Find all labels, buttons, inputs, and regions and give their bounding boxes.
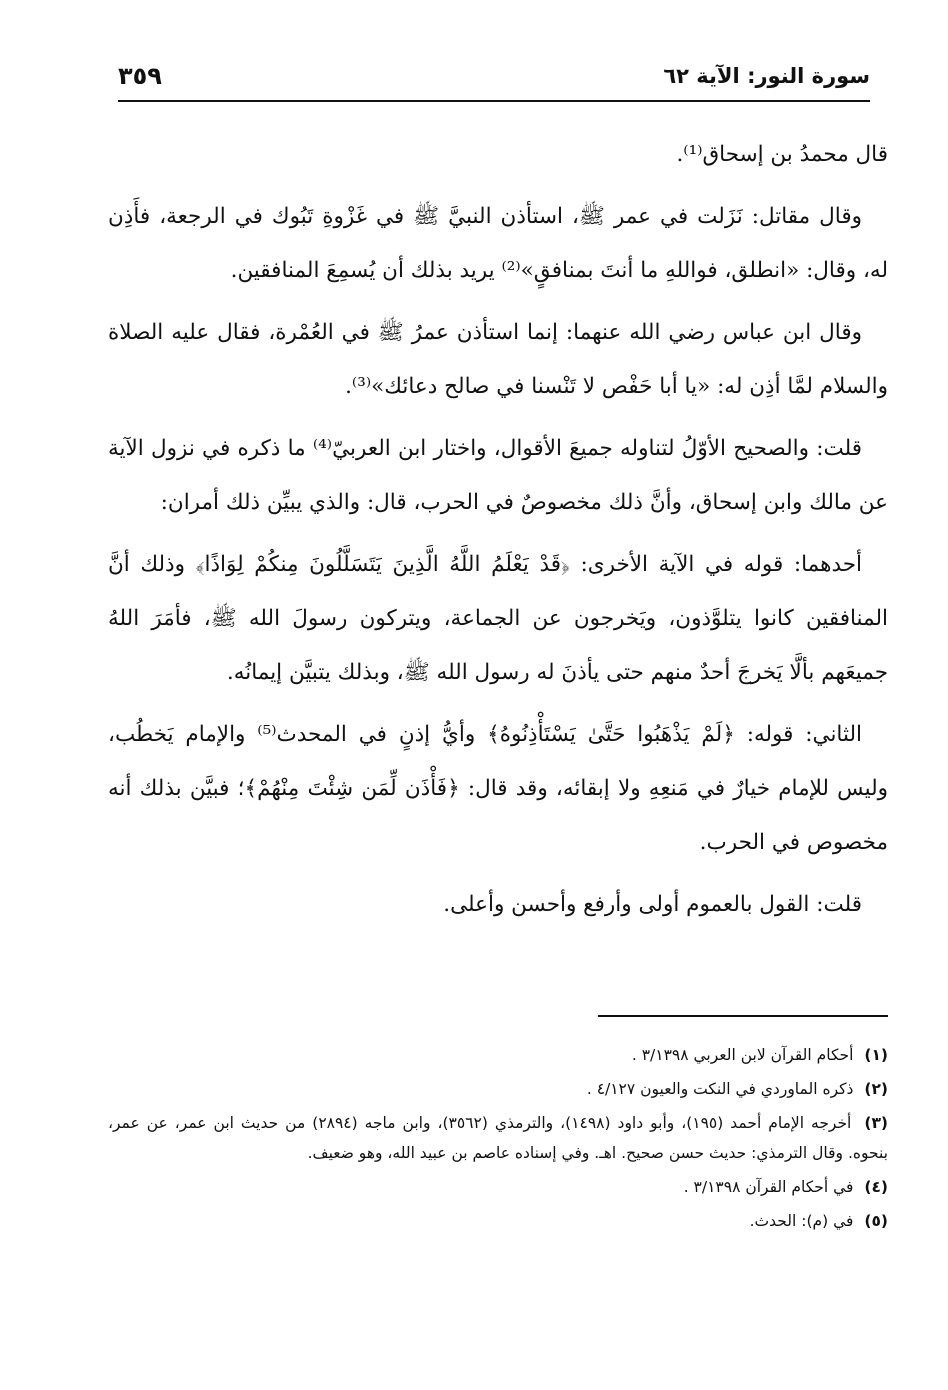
footnote-divider: [598, 1015, 888, 1017]
footnote: [108, 1040, 888, 1070]
page-number: ٣٥٩: [118, 62, 162, 90]
paragraph: الثاني: قوله: ﴿لَمْ يَذْهَبُوا حَتَّىٰ يَسْتَأْذِنُوهُ﴾ وأيُّ إذنٍ في المحدث⁽⁵⁾ والإمام يَخطُب، وليس للإمام خيارٌ في مَنعِهِ ولا إبقائه، وقد قال: ﴿فَأْذَن لِّمَن شِئْتَ مِنْهُمْ﴾؛ فبيَّن بذلك أنه مخصوص في الحرب.: [108, 722, 888, 855]
paragraph: قال محمدُ بن إسحاق⁽¹⁾.: [676, 142, 888, 167]
footnote-number: (٥): [864, 1212, 888, 1230]
footnote-number: (٣): [864, 1114, 888, 1132]
footnote-number: (١): [864, 1046, 888, 1064]
footnotes: [108, 1040, 888, 1240]
paragraph: قلت: القول بالعموم أولى وأرفع وأحسن وأعلى.: [443, 892, 862, 917]
footnote-text: أخرجه الإمام أحمد (١٩٥)، وأبو داود (١٤٩٨)، والترمذي (٣٥٦٢)، وابن ماجه (٢٨٩٤) من حديث ابن عمر، عن عمر، بنحوه. وقال الترمذي: حديث حسن صحيح. اهـ. وفي إسناده عاصم بن عبيد الله، وهو ضعيف.: [108, 1114, 888, 1162]
footnote: [108, 1206, 888, 1236]
footnote-text: في أحكام القرآن ٣/١٣٩٨ .: [683, 1178, 854, 1196]
paragraph: أحدهما: قوله في الآية الأخرى: ﴿قَدْ يَعْلَمُ اللَّهُ الَّذِينَ يَتَسَلَّلُونَ مِنكُمْ لِوَاذًا﴾ وذلك أنَّ المنافقين كانوا يتلوَّذون، ويَخرجون عن الجماعة، ويتركون رسولَ الله ﷺ، فأمَرَ اللهُ جميعَهم بألَّا يَخرجَ أحدٌ منهم حتى يأذنَ له رسول الله ﷺ، وبذلك يتبيَّن إيمانُه.: [108, 552, 888, 685]
footnote-number: (٤): [864, 1178, 888, 1196]
footnote-text: أحكام القرآن لابن العربي ٣/١٣٩٨ .: [631, 1046, 854, 1064]
running-title: سورة النور: الآية ٦٢: [663, 64, 870, 88]
paragraph: وقال مقاتل: نَزَلت في عمر ﷺ، استأذن النبيَّ ﷺ في غَزْوةِ تَبُوك في الرجعة، فأَذِن له، وقال: «انطلق، فواللهِ ما أنتَ بمنافقٍ»⁽²⁾ يريد بذلك أن يُسمِعَ المنافقين.: [108, 204, 888, 283]
main-text: [108, 128, 888, 940]
footnote: [108, 1108, 888, 1168]
footnote-number: (٢): [864, 1080, 888, 1098]
page-header: [118, 62, 870, 102]
footnote: [108, 1074, 888, 1104]
footnote-text: في (م): الحدث.: [749, 1212, 854, 1230]
paragraph: وقال ابن عباس رضي الله عنهما: إنما استأذن عمرُ ﷺ في العُمْرة، فقال عليه الصلاة والسلام لمَّا أذِن له: «يا أبا حَفْص لا تَنْسنا في صالح دعائك»⁽³⁾.: [108, 320, 888, 399]
footnote: [108, 1172, 888, 1202]
footnote-text: ذكره الماوردي في النكت والعيون ٤/١٢٧ .: [586, 1080, 854, 1098]
paragraph: قلت: والصحيح الأوّلُ لتناوله جميعَ الأقوال، واختار ابن العربيّ⁽⁴⁾ ما ذكره في نزول الآية عن مالك وابن إسحاق، وأنَّ ذلك مخصوصٌ في الحرب، قال: والذي يبيِّن ذلك أمران:: [108, 436, 888, 515]
